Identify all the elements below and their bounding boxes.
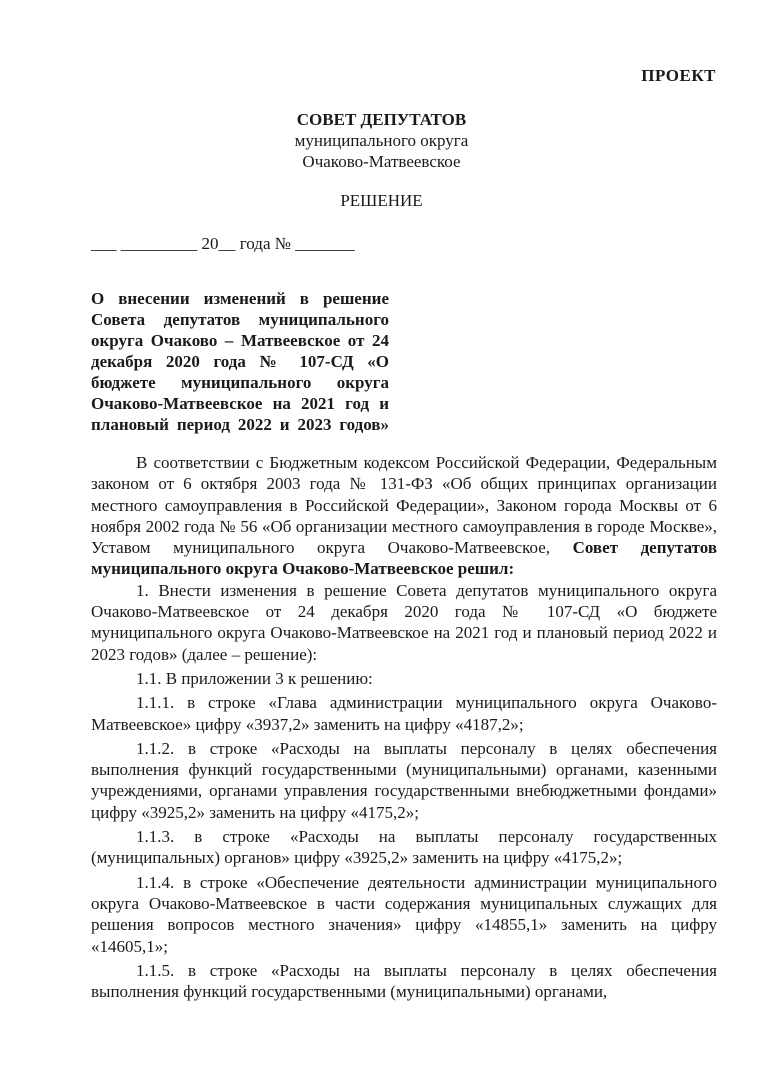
document-body: [91, 452, 717, 1002]
item-1-1: 1.1. В приложении 3 к решению:: [136, 668, 373, 688]
item-1-1-5: 1.1.5. в строке «Расходы на выплаты персоналу в целях обеспечения выполнения функций государственными (муниципальными) органами,: [91, 960, 717, 1002]
council-title: СОВЕТ ДЕПУТАТОВ: [296, 110, 467, 129]
item-1: 1. Внести изменения в решение Совета депутатов муниципального округа Очаково-Матвеевское от 24 декабря 2020 года № 107-СД «О бюджете муниципального округа Очаково-Матвеевское на 2021 год и плановый период 2022 и 2023 годов» (далее – решение):: [91, 580, 717, 664]
preamble-resolution: Совет депутатов муниципального округа Очаково-Матвеевское решил:: [91, 538, 718, 579]
decision-subject: О внесении изменений в решение Совета депутатов муниципального округа Очаково – Матвеевское от 24 декабря 2020 года № 107-СД «О бюджете муниципального округа Очаково-Матвеевское на 2021 год и плановый период 2022 и 2023 годов»: [91, 289, 389, 434]
preamble-paragraph: [91, 452, 717, 580]
date-number-line: ___ _________ 20__ года № _______: [91, 234, 355, 253]
item-1-1-1: 1.1.1. в строке «Глава администрации муниципального округа Очаково-Матвеевское» цифру «3937,2» заменить на цифру «4187,2»;: [91, 693, 717, 734]
district-line: муниципального округа: [294, 131, 469, 150]
district-name: Очаково-Матвеевское: [302, 152, 461, 171]
item-1-1-3: 1.1.3. в строке «Расходы на выплаты персоналу государственных (муниципальных) органов» цифру «3925,2» заменить на цифру «4175,2»;: [91, 827, 717, 868]
draft-label: ПРОЕКТ: [641, 66, 716, 85]
item-1-1-4: 1.1.4. в строке «Обеспечение деятельности администрации муниципального округа Очаково-Матвеевское в части содержания муниципальных служащих для решения вопросов местного значения» цифру «14855,1» заменить на цифру «14605,1»;: [91, 872, 717, 956]
document-type: РЕШЕНИЕ: [340, 191, 423, 210]
preamble-text: В соответствии с Бюджетным кодексом Российской Федерации, Федеральным законом от 6 октября 2003 года № 131-ФЗ «Об общих принципах организации местного самоуправления в Российской Федерации», Законом города Москвы от 6 ноября 2002 года № 56 «Об организации местного самоуправления в городе Москве», Уставом муниципального округа Очаково-Матвеевское,: [91, 453, 717, 558]
item-1-1-2: 1.1.2. в строке «Расходы на выплаты персоналу в целях обеспечения выполнения функций государственными (муниципальными) органами, казенными учреждениями, органами управления государственными внебюджетными фондами» цифру «3925,2» заменить на цифру «4175,2»;: [91, 738, 717, 822]
